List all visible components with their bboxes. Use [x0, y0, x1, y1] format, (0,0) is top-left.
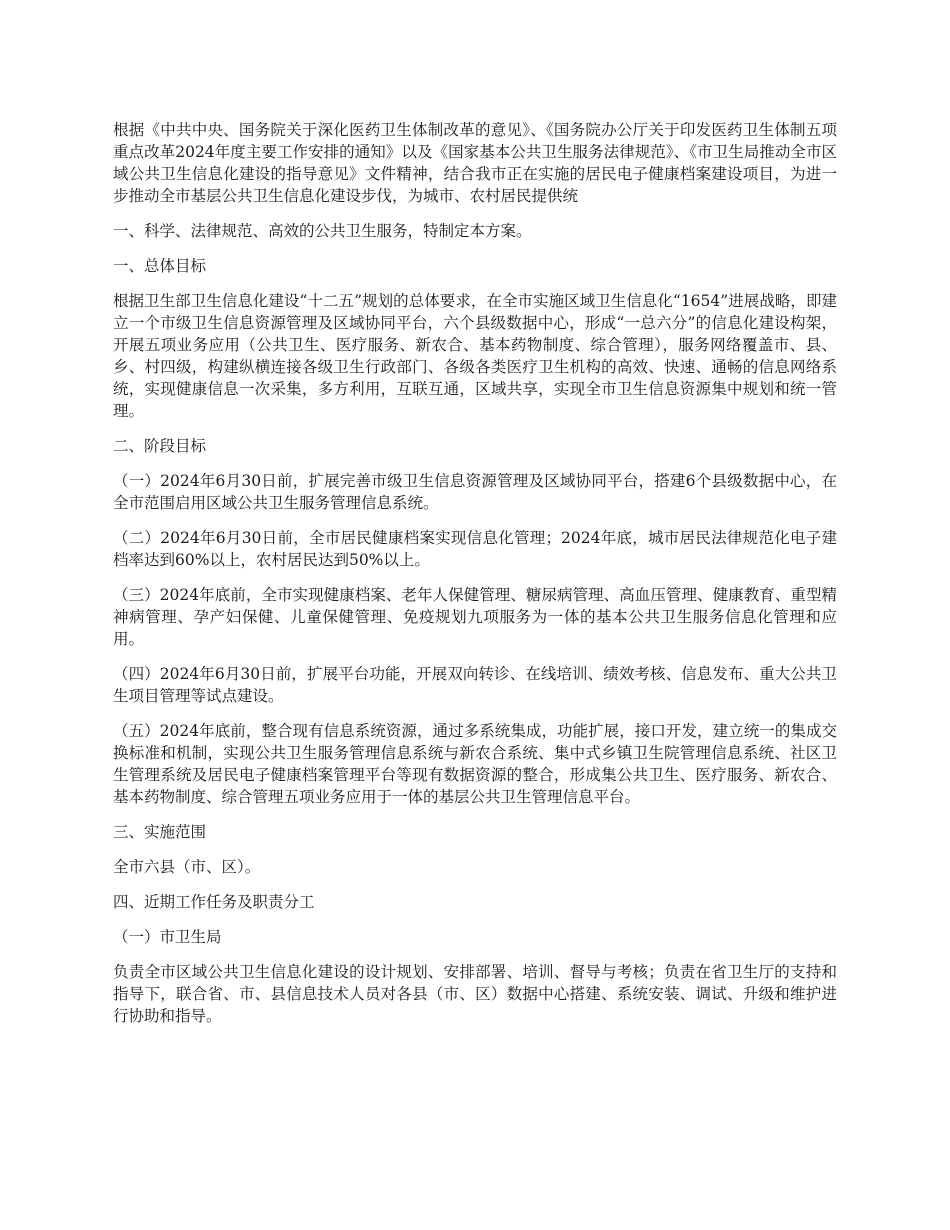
list-item: （三）2024年底前，全市实现健康档案、老年人保健管理、糖尿病管理、高血压管理、健康教育、重型精神病管理、孕产妇保健、儿童保健管理、免疫规划九项服务为一体的基本公共卫生服务信息化管理和应用。	[113, 586, 837, 648]
section-heading: 三、实施范围	[113, 823, 207, 841]
list-item: （四）2024年6月30日前，扩展平台功能，开展双向转诊、在线培训、绩效考核、信息发布、重大公共卫生项目管理等试点建设。	[113, 665, 837, 705]
body-paragraph: 根据卫生部卫生信息化建设“十二五”规划的总体要求，在全市实施区域卫生信息化“1654”进展战略，即建立一个市级卫生信息资源管理及区域协同平台，六个县级数据中心，形成“一总六分”的信息化建设构架，开展五项业务应用（公共卫生、医疗服务、新农合、基本药物制度、综合管理），服务网络覆盖市、县、乡、村四级，构建纵横连接各级卫生行政部门、各级各类医疗卫生机构的高效、快速、通畅的信息网络系统，实现健康信息一次采集，多方利用，互联互通，区域共享，实现全市卫生信息资源集中规划和统一管理。	[113, 292, 837, 420]
list-item: （二）2024年6月30日前，全市居民健康档案实现信息化管理；2024年底，城市居民法律规范化电子建档率达到60%以上，农村居民达到50%以上。	[113, 529, 837, 569]
section-heading: 一、总体目标	[113, 257, 207, 275]
body-paragraph: 一、科学、法律规范、高效的公共卫生服务，特制定本方案。	[113, 222, 532, 240]
list-item: （五）2024年底前，整合现有信息系统资源，通过多系统集成，功能扩展，接口开发，建立统一的集成交换标准和机制，实现公共卫生服务管理信息系统与新农合系统、集中式乡镇卫生院管理信息系统、社区卫生管理系统及居民电子健康档案管理平台等现有数据资源的整合，形成集公共卫生、医疗服务、新农合、基本药物制度、综合管理五项业务应用于一体的基层公共卫生管理信息平台。	[113, 722, 837, 806]
body-paragraph: 全市六县（市、区）。	[113, 858, 261, 876]
body-paragraph: 负责全市区域公共卫生信息化建设的设计规划、安排部署、培训、督导与考核；负责在省卫生厅的支持和指导下，联合省、市、县信息技术人员对各县（市、区）数据中心搭建、系统安装、调试、升级和维护进行协助和指导。	[113, 963, 837, 1025]
body-paragraph: 根据《中共中央、国务院关于深化医药卫生体制改革的意见》、《国务院办公厅关于印发医药卫生体制五项重点改革2024年度主要工作安排的通知》以及《国家基本公共卫生服务法律规范》、《市卫生局推动全市区域公共卫生信息化建设的指导意见》文件精神，结合我市正在实施的居民电子健康档案建设项目，为进一步推动全市基层公共卫生信息化建设步伐，为城市、农村居民提供统	[113, 121, 837, 205]
subsection-heading: （一）市卫生局	[113, 928, 222, 946]
section-heading: 二、阶段目标	[113, 437, 207, 455]
list-item: （一）2024年6月30日前，扩展完善市级卫生信息资源管理及区域协同平台，搭建6个县级数据中心，在全市范围启用区域公共卫生服务管理信息系统。	[113, 472, 837, 512]
section-heading: 四、近期工作任务及职责分工	[113, 893, 315, 911]
